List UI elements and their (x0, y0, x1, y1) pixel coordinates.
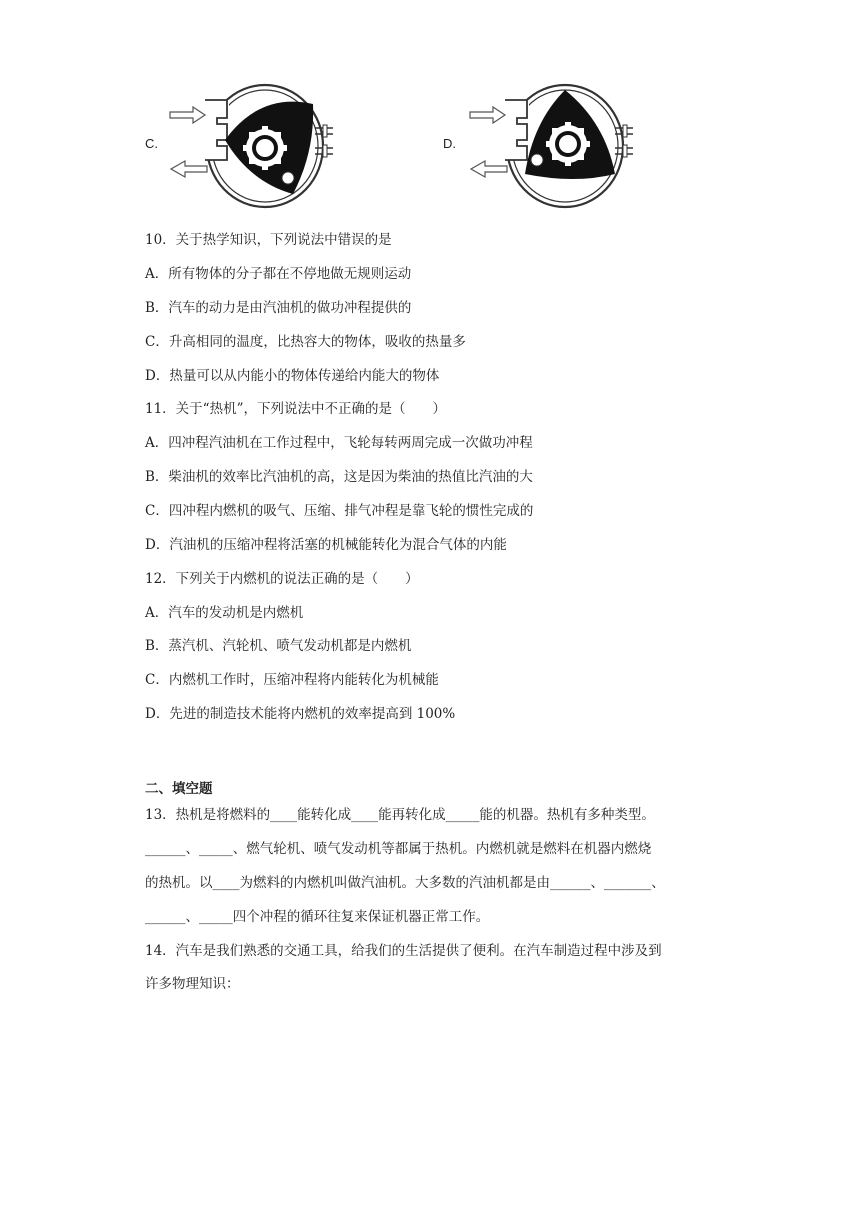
q10-option-b: B．汽车的动力是由汽油机的做功冲程提供的 (145, 300, 412, 316)
q11-option-b: B．柴油机的效率比汽油机的高，这是因为柴油的热值比汽油的大 (145, 469, 533, 485)
q12-stem: 12．下列关于内燃机的说法正确的是（ ） (145, 571, 419, 587)
q13-line-1: 13．热机是将燃料的____能转化成____能再转化成_____能的机器。热机有多种类型。 (145, 807, 655, 823)
q13-line-3: 的热机。以____为燃料的内燃机叫做汽油机。大多数的汽油机都是由______、_______、 (145, 875, 665, 891)
figure-d-label: D. (443, 136, 456, 151)
q14-line-2: 许多物理知识： (145, 976, 240, 992)
section-title: 二、填空题 (145, 781, 213, 797)
rotary-engine-diagram-c (165, 82, 340, 212)
rotary-engine-diagram-d (465, 82, 640, 212)
q13-line-2: ______、_____、燃气轮机、喷气发动机等都属于热机。内燃机就是燃料在机器内燃烧 (145, 841, 652, 857)
q12-option-c: C．内燃机工作时，压缩冲程将内能转化为机械能 (145, 672, 439, 688)
q12-option-b: B．蒸汽机、汽轮机、喷气发动机都是内燃机 (145, 638, 412, 654)
q11-option-a: A．四冲程汽油机在工作过程中，飞轮每转两周完成一次做功冲程 (145, 435, 533, 451)
q10-option-c: C．升高相同的温度，比热容大的物体，吸收的热量多 (145, 334, 466, 350)
q14-line-1: 14．汽车是我们熟悉的交通工具，给我们的生活提供了便利。在汽车制造过程中涉及到 (145, 943, 662, 959)
figure-c-label: C. (145, 136, 158, 151)
q11-option-d: D．汽油机的压缩冲程将活塞的机械能转化为混合气体的内能 (145, 537, 507, 553)
q13-line-4: ______、_____四个冲程的循环往复来保证机器正常工作。 (145, 909, 490, 925)
q11-option-c: C．四冲程内燃机的吸气、压缩、排气冲程是靠飞轮的惯性完成的 (145, 503, 534, 519)
q11-stem: 11．关于“热机”，下列说法中不正确的是（ ） (145, 401, 446, 417)
q10-option-d: D．热量可以从内能小的物体传递给内能大的物体 (145, 368, 440, 384)
q12-option-a: A．汽车的发动机是内燃机 (145, 605, 304, 621)
q10-option-a: A．所有物体的分子都在不停地做无规则运动 (145, 266, 412, 282)
q12-option-d: D．先进的制造技术能将内燃机的效率提高到 100% (145, 706, 456, 722)
q10-stem: 10．关于热学知识，下列说法中错误的是 (145, 232, 392, 248)
